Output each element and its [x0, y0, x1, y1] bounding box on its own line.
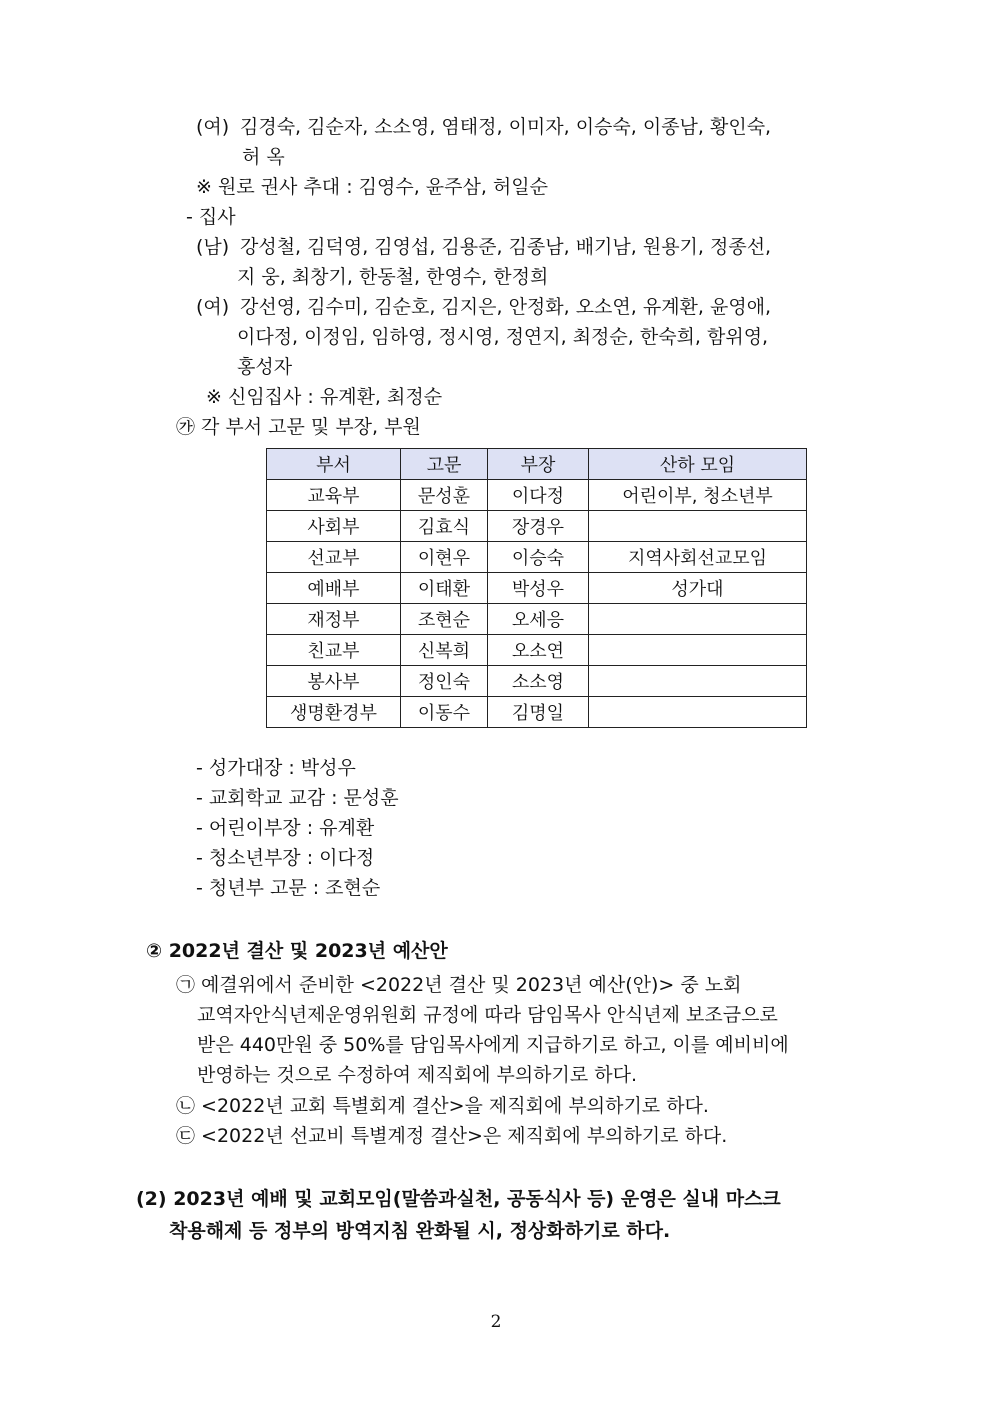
cell-head: 박성우 — [488, 573, 589, 604]
cell-department: 봉사부 — [267, 666, 401, 697]
cell-advisor: 이현우 — [401, 542, 488, 573]
budget-item-line: ㉡ <2022년 교회 특별회계 결산>을 제직회에 부의하기로 하다. — [176, 1095, 709, 1117]
cell-advisor: 이동수 — [401, 697, 488, 728]
cell-department: 교육부 — [267, 480, 401, 511]
female-deacons-label: (여) — [196, 296, 230, 318]
cell-department: 생명환경부 — [267, 697, 401, 728]
cell-subgroups — [589, 635, 807, 666]
cell-subgroups: 어린이부, 청소년부 — [589, 480, 807, 511]
budget-item-line: 교역자안식년제운영위원회 규정에 따라 담임목사 안식년제 보조금으로 — [197, 1004, 778, 1026]
cell-head: 이승숙 — [488, 542, 589, 573]
cell-subgroups — [589, 604, 807, 635]
cell-head: 소소영 — [488, 666, 589, 697]
table-row — [267, 480, 807, 511]
resolution-line: 착용해제 등 정부의 방역지침 완화될 시, 정상화하기로 하다. — [169, 1220, 671, 1242]
table-row — [267, 511, 807, 542]
male-deacons-label: (남) — [196, 236, 230, 258]
role-line-young-adult-advisor: - 청년부 고문 : 조현순 — [196, 877, 381, 899]
table-row — [267, 604, 807, 635]
role-line-youth-head: - 청소년부장 : 이다정 — [196, 847, 375, 869]
cell-department: 선교부 — [267, 542, 401, 573]
header-advisor: 고문 — [401, 449, 488, 480]
cell-head: 오소연 — [488, 635, 589, 666]
cell-advisor: 정인숙 — [401, 666, 488, 697]
cell-advisor: 신복희 — [401, 635, 488, 666]
budget-item-line: 반영하는 것으로 수정하여 제직회에 부의하기로 하다. — [197, 1064, 638, 1086]
page-number: 2 — [490, 1312, 502, 1332]
female-elders-line: 허 옥 — [242, 146, 285, 168]
cell-subgroups — [589, 511, 807, 542]
departments-heading: ㉮ 각 부서 고문 및 부장, 부원 — [176, 416, 421, 438]
budget-heading: ② 2022년 결산 및 2023년 예산안 — [146, 940, 448, 962]
cell-department: 사회부 — [267, 511, 401, 542]
new-deacons-note: ※ 신임집사 : 유계환, 최정순 — [206, 386, 443, 408]
budget-item-line: ㉠ 예결위에서 준비한 <2022년 결산 및 2023년 예산(안)> 중 노회 — [176, 974, 742, 996]
cell-advisor: 문성훈 — [401, 480, 488, 511]
header-department: 부서 — [267, 449, 401, 480]
female-deacons-line: 이다정, 이정임, 임하영, 정시영, 정연지, 최정순, 한숙희, 함위영, — [237, 326, 769, 348]
resolution-line: (2) 2023년 예배 및 교회모임(말씀과실천, 공동식사 등) 운영은 실내 마스크 — [136, 1188, 781, 1210]
cell-advisor: 조현순 — [401, 604, 488, 635]
table-row — [267, 697, 807, 728]
female-elders-line: 김경숙, 김순자, 소소영, 염태정, 이미자, 이승숙, 이종남, 황인숙, — [240, 116, 772, 138]
cell-department: 친교부 — [267, 635, 401, 666]
budget-item-line: 받은 440만원 중 50%를 담임목사에게 지급하기로 하고, 이를 예비비에 — [197, 1034, 789, 1056]
table-row — [267, 666, 807, 697]
female-deacons-line: 강선영, 김수미, 김순호, 김지은, 안정화, 오소연, 유계환, 윤영애, — [240, 296, 772, 318]
departments-table — [266, 448, 807, 728]
table-row — [267, 635, 807, 666]
cell-department: 예배부 — [267, 573, 401, 604]
table-row — [267, 573, 807, 604]
cell-head: 이다정 — [488, 480, 589, 511]
cell-subgroups: 성가대 — [589, 573, 807, 604]
male-deacons-line: 지 웅, 최창기, 한동철, 한영수, 한정희 — [237, 266, 549, 288]
cell-advisor: 이태환 — [401, 573, 488, 604]
cell-subgroups — [589, 666, 807, 697]
table-row — [267, 542, 807, 573]
role-line-choir-leader: - 성가대장 : 박성우 — [196, 757, 356, 779]
cell-head: 김명일 — [488, 697, 589, 728]
female-elders-label: (여) — [196, 116, 230, 138]
budget-item-line: ㉢ <2022년 선교비 특별계정 결산>은 제직회에 부의하기로 하다. — [176, 1125, 728, 1147]
cell-advisor: 김효식 — [401, 511, 488, 542]
cell-subgroups: 지역사회선교모임 — [589, 542, 807, 573]
role-line-children-head: - 어린이부장 : 유계환 — [196, 817, 375, 839]
male-deacons-line: 강성철, 김덕영, 김영섭, 김용준, 김종남, 배기남, 원용기, 정종선, — [240, 236, 772, 258]
table-header-row — [267, 449, 807, 480]
cell-department: 재정부 — [267, 604, 401, 635]
cell-head: 장경우 — [488, 511, 589, 542]
female-deacons-line: 홍성자 — [237, 356, 293, 378]
header-head: 부장 — [488, 449, 589, 480]
deacon-heading: - 집사 — [186, 206, 236, 228]
role-line-school-vice-principal: - 교회학교 교감 : 문성훈 — [196, 787, 399, 809]
header-subgroups: 산하 모임 — [589, 449, 807, 480]
honorary-elders-note: ※ 원로 권사 추대 : 김영수, 윤주삼, 허일순 — [196, 176, 548, 198]
cell-head: 오세응 — [488, 604, 589, 635]
cell-subgroups — [589, 697, 807, 728]
